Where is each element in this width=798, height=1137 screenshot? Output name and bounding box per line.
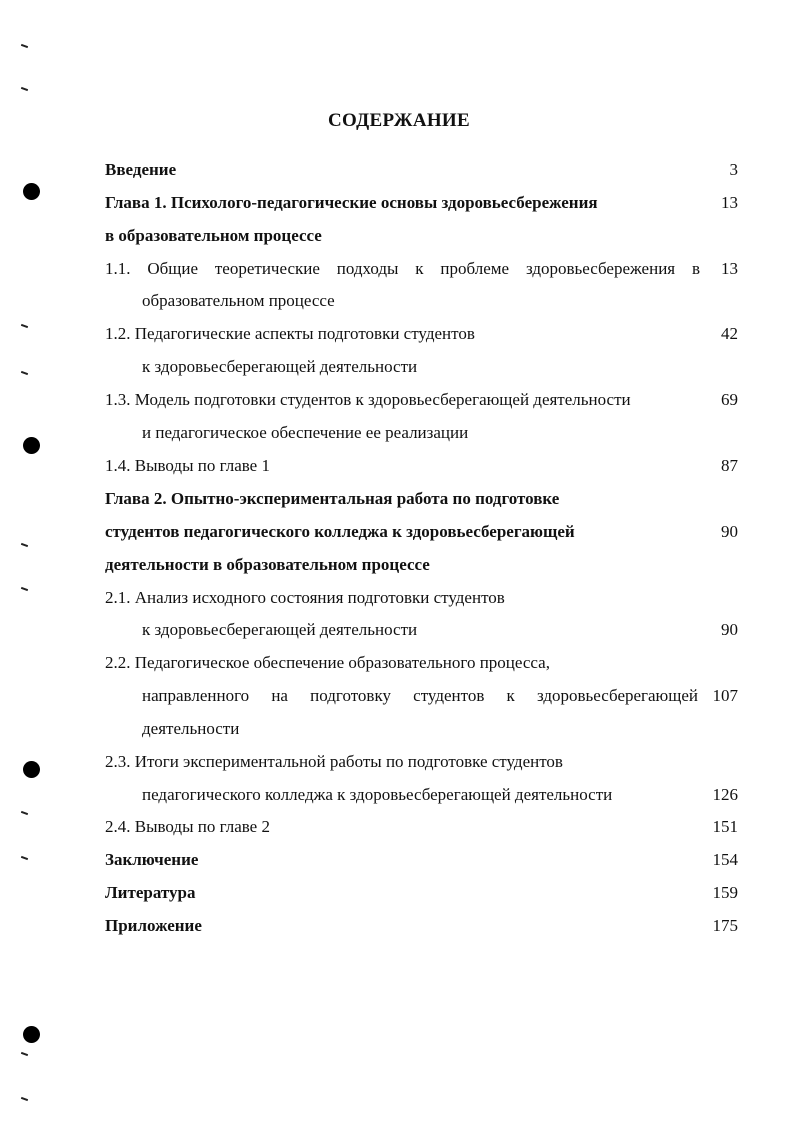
toc-line: 1.3. Модель подготовки студентов к здоровьесберегающей деятельности xyxy=(105,390,631,409)
toc-line: к здоровьесберегающей деятельности xyxy=(142,357,418,376)
toc-page-number: 90 xyxy=(721,620,738,639)
toc-line: к здоровьесберегающей деятельности xyxy=(142,620,418,639)
toc-line: в образовательном процессе xyxy=(105,226,322,245)
toc-line: 1.2. Педагогические аспекты подготовки студентов xyxy=(105,324,475,343)
toc-line: педагогического колледжа к здоровьесберегающей деятельности xyxy=(142,785,613,804)
scan-mark xyxy=(21,87,28,91)
scan-mark xyxy=(21,324,28,328)
toc-page-number: 13 xyxy=(721,193,738,212)
toc-line: 2.2. Педагогическое обеспечение образовательного процесса, xyxy=(105,653,550,672)
toc-line: 1.4. Выводы по главе 1 xyxy=(105,456,270,475)
toc-line: Глава 2. Опытно-экспериментальная работа по подготовке xyxy=(105,489,560,508)
toc-page-number: 126 xyxy=(712,785,738,804)
toc-line: Введение xyxy=(105,160,177,179)
toc-line: и педагогическое обеспечение ее реализации xyxy=(142,423,469,442)
scan-mark xyxy=(21,44,28,48)
toc-page-number: 42 xyxy=(721,324,738,343)
toc-page-number: 69 xyxy=(721,390,738,409)
toc-line: студентов педагогического колледжа к здоровьесберегающей xyxy=(105,522,575,541)
scan-mark xyxy=(21,856,28,860)
binder-hole-4 xyxy=(23,1026,40,1043)
toc-page-number: 90 xyxy=(721,522,738,541)
scan-mark xyxy=(21,811,28,815)
scan-mark xyxy=(21,543,28,547)
toc-line: образовательном процессе xyxy=(142,291,335,310)
toc-line: направленного на подготовку студентов к здоровьесберегающей xyxy=(142,686,698,705)
binder-hole-3 xyxy=(23,761,40,778)
toc-page-number: 154 xyxy=(712,850,738,869)
scan-mark xyxy=(21,1052,28,1056)
toc-line: деятельности xyxy=(142,719,240,738)
toc-page-number: 107 xyxy=(712,686,738,705)
toc-page-number: 151 xyxy=(712,817,738,836)
toc-page-number: 87 xyxy=(721,456,738,475)
binder-hole-1 xyxy=(23,183,40,200)
toc-line: 2.3. Итоги экспериментальной работы по подготовке студентов xyxy=(105,752,563,771)
scan-mark xyxy=(21,587,28,591)
toc-line: Литература xyxy=(105,883,196,902)
toc-page-number: 175 xyxy=(712,916,738,935)
scan-mark xyxy=(21,371,28,375)
binder-hole-2 xyxy=(23,437,40,454)
toc-page-number: 13 xyxy=(721,259,738,278)
toc-page-number: 3 xyxy=(729,160,738,179)
page-title: СОДЕРЖАНИЕ xyxy=(328,110,470,131)
toc-page-number: 159 xyxy=(712,883,738,902)
toc-line: Приложение xyxy=(105,916,202,935)
toc-line: Заключение xyxy=(105,850,199,869)
toc-line: деятельности в образовательном процессе xyxy=(105,555,430,574)
scan-mark xyxy=(21,1097,28,1101)
toc-line: 2.1. Анализ исходного состояния подготовки студентов xyxy=(105,588,505,607)
toc-line: 1.1. Общие теоретические подходы к проблеме здоровьесбережения в xyxy=(105,259,700,278)
toc-line: 2.4. Выводы по главе 2 xyxy=(105,817,270,836)
toc-line: Глава 1. Психолого-педагогические основы здоровьесбережения xyxy=(105,193,598,212)
